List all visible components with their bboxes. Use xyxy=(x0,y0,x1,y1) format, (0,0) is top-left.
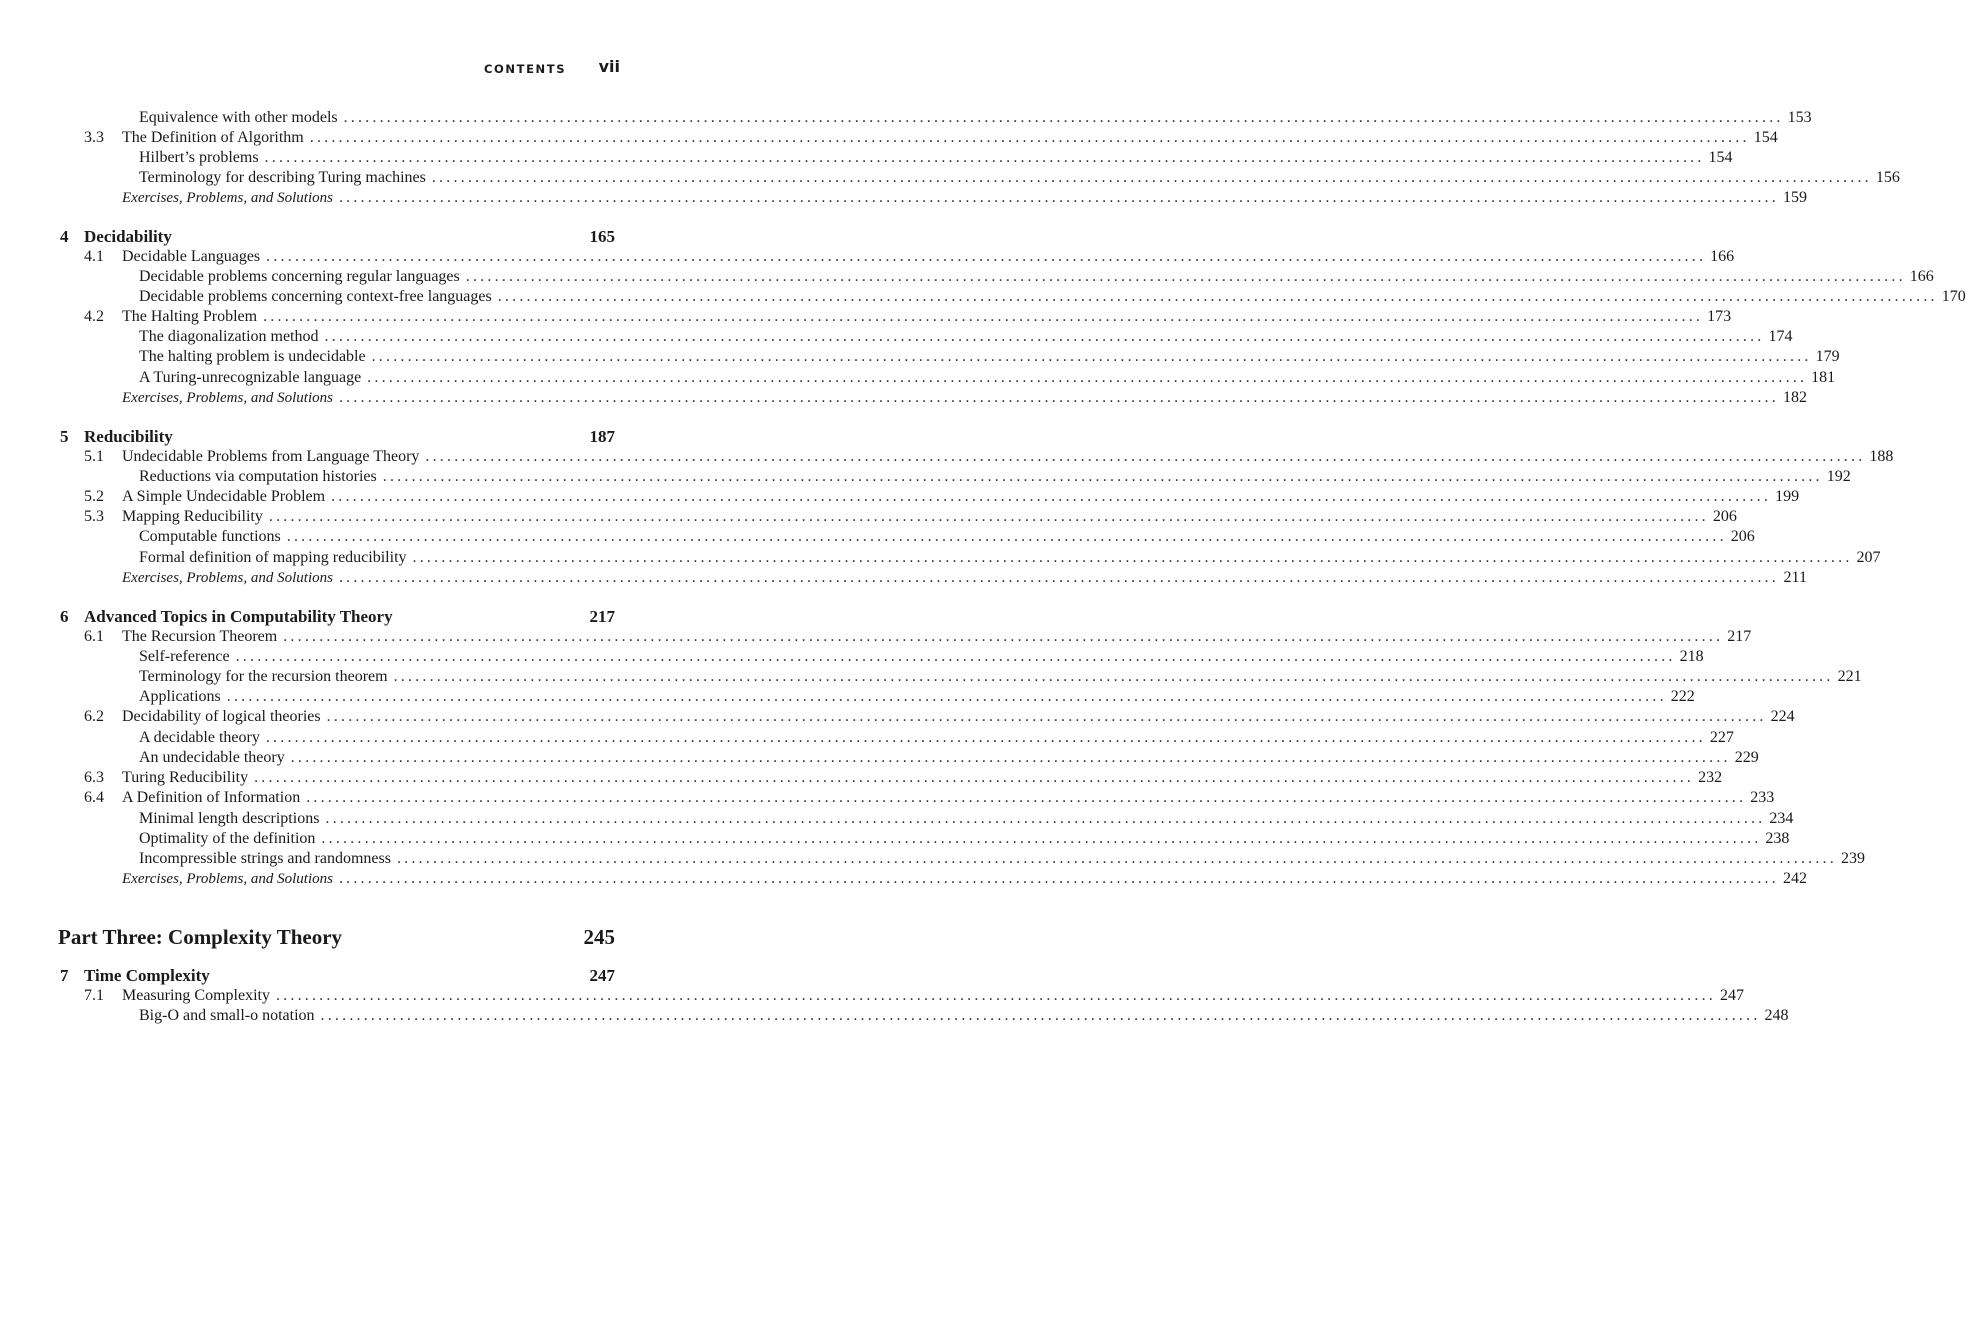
toc-subsection-entry[interactable] xyxy=(139,148,1733,168)
dot-leader: ........................................................................................................................................................................................................ xyxy=(235,648,1676,665)
entry-title: Decidable Languages xyxy=(122,248,261,265)
toc-section-entry[interactable] xyxy=(84,507,1737,527)
dot-leader: ........................................................................................................................................................................................................ xyxy=(266,248,1707,265)
entry-title: A Turing-unrecognizable language xyxy=(139,369,362,386)
section-number: 5.2 xyxy=(84,488,104,505)
entry-page-number: 238 xyxy=(1765,830,1790,847)
toc-chapter-entry[interactable] xyxy=(60,965,615,987)
entry-title: Measuring Complexity xyxy=(122,987,270,1004)
dot-leader: ........................................................................................................................................................................................................ xyxy=(263,308,1704,325)
dot-leader: ........................................................................................................................................................................................................ xyxy=(226,688,1667,705)
dot-leader: ........................................................................................................................................................................................................ xyxy=(465,268,1906,285)
entry-title: Exercises, Problems, and Solutions xyxy=(122,390,333,406)
toc-subsection-entry[interactable] xyxy=(139,168,1900,188)
dot-leader: ........................................................................................................................................................................................................ xyxy=(268,508,1709,525)
section-number: 3.3 xyxy=(84,129,104,146)
entry-title: Big-O and small-o notation xyxy=(139,1007,315,1024)
entry-title: Decidable problems concerning context-free languages xyxy=(139,288,492,305)
chapter-number: 4 xyxy=(60,227,69,246)
chapter-page-number: 217 xyxy=(589,607,615,626)
entry-page-number: 181 xyxy=(1811,369,1836,386)
entry-title: A Definition of Information xyxy=(122,789,301,806)
entry-title: Undecidable Problems from Language Theory xyxy=(122,448,420,465)
toc-section-entry[interactable] xyxy=(84,627,1752,647)
part-title: Part Three: Complexity Theory xyxy=(58,925,343,949)
chapter-title: Reducibility xyxy=(84,427,173,446)
section-number: 5.1 xyxy=(84,448,104,465)
entry-title: An undecidable theory xyxy=(139,749,285,766)
chapter-title: Time Complexity xyxy=(84,966,210,985)
entry-page-number: 222 xyxy=(1670,688,1695,705)
chapter-number: 7 xyxy=(60,966,69,985)
chapter-page-number: 187 xyxy=(589,427,615,446)
chapter-page-number: 247 xyxy=(589,966,615,985)
toc-subsection-entry[interactable] xyxy=(139,287,1966,307)
toc-subsection-entry[interactable] xyxy=(139,548,1881,568)
entry-title: Exercises, Problems, and Solutions xyxy=(122,871,333,887)
entry-page-number: 154 xyxy=(1753,129,1778,146)
entry-page-number: 206 xyxy=(1712,508,1737,525)
entry-title: The Halting Problem xyxy=(122,308,258,325)
entry-title: The Definition of Algorithm xyxy=(122,129,304,146)
entry-page-number: 154 xyxy=(1708,149,1733,166)
dot-leader: ........................................................................................................................................................................................................ xyxy=(396,850,1837,867)
dot-leader: ........................................................................................................................................................................................................ xyxy=(331,488,1772,505)
entry-page-number: 192 xyxy=(1826,468,1851,485)
entry-title: Applications xyxy=(139,688,221,705)
entry-title: Decidability of logical theories xyxy=(122,708,321,725)
toc-section-entry[interactable] xyxy=(84,247,1735,267)
dot-leader: ........................................................................................................................................................................................................ xyxy=(338,189,1779,206)
toc-exercises-entry[interactable] xyxy=(122,188,1807,208)
entry-title: Optimality of the definition xyxy=(139,830,316,847)
entry-page-number: 224 xyxy=(1770,708,1795,725)
entry-title: Decidable problems concerning regular languages xyxy=(139,268,460,285)
entry-title: Terminology for the recursion theorem xyxy=(139,668,388,685)
dot-leader: ........................................................................................................................................................................................................ xyxy=(306,789,1747,806)
entry-page-number: 229 xyxy=(1734,749,1759,766)
chapter-page-number: 165 xyxy=(589,227,615,246)
entry-page-number: 159 xyxy=(1782,189,1807,206)
dot-leader: ........................................................................................................................................................................................................ xyxy=(382,468,1823,485)
toc-subsection-entry[interactable] xyxy=(139,267,1934,287)
entry-page-number: 153 xyxy=(1787,109,1812,126)
entry-title: A decidable theory xyxy=(139,729,260,746)
toc-section-entry[interactable] xyxy=(84,128,1778,148)
toc-exercises-entry[interactable] xyxy=(122,388,1807,408)
toc-subsection-entry[interactable] xyxy=(139,467,1851,487)
dot-leader: ........................................................................................................................................................................................................ xyxy=(320,1007,1761,1024)
section-number: 6.2 xyxy=(84,708,104,725)
chapter-number: 5 xyxy=(60,427,69,446)
toc-subsection-entry[interactable] xyxy=(139,527,1755,547)
entry-page-number: 211 xyxy=(1783,569,1807,586)
entry-page-number: 207 xyxy=(1856,549,1881,566)
dot-leader: ........................................................................................................................................................................................................ xyxy=(283,628,1724,645)
dot-leader: ........................................................................................................................................................................................................ xyxy=(325,810,1766,827)
entry-page-number: 174 xyxy=(1768,328,1793,345)
entry-page-number: 173 xyxy=(1707,308,1732,325)
toc-section-entry[interactable] xyxy=(84,447,1894,467)
toc-subsection-entry[interactable] xyxy=(139,748,1759,768)
toc-subsection-entry[interactable] xyxy=(139,849,1865,869)
toc-part-entry[interactable] xyxy=(58,922,615,952)
entry-page-number: 166 xyxy=(1909,268,1934,285)
toc-subsection-entry[interactable] xyxy=(139,108,1812,128)
entry-title: The halting problem is undecidable xyxy=(139,348,366,365)
toc-subsection-entry[interactable] xyxy=(139,687,1695,707)
toc-chapter-entry[interactable] xyxy=(60,226,615,248)
entry-page-number: 239 xyxy=(1840,850,1865,867)
entry-page-number: 248 xyxy=(1764,1007,1789,1024)
section-number: 6.1 xyxy=(84,628,104,645)
entry-page-number: 234 xyxy=(1769,810,1794,827)
chapter-title: Advanced Topics in Computability Theory xyxy=(84,607,393,626)
entry-title: Mapping Reducibility xyxy=(122,508,263,525)
section-number: 5.3 xyxy=(84,508,104,525)
entry-title: Formal definition of mapping reducibility xyxy=(139,549,407,566)
entry-title: Terminology for describing Turing machines xyxy=(139,169,426,186)
entry-page-number: 179 xyxy=(1815,348,1840,365)
toc-subsection-entry[interactable] xyxy=(139,327,1793,347)
dot-leader: ........................................................................................................................................................................................................ xyxy=(254,769,1695,786)
toc-section-entry[interactable] xyxy=(84,768,1723,788)
entry-title: The Recursion Theorem xyxy=(122,628,278,645)
entry-page-number: 247 xyxy=(1719,987,1744,1004)
running-header-title: CONTENTS xyxy=(484,62,567,76)
dot-leader: ........................................................................................................................................................................................................ xyxy=(264,149,1705,166)
dot-leader: ........................................................................................................................................................................................................ xyxy=(309,129,1750,146)
entry-page-number: 206 xyxy=(1730,528,1755,545)
section-number: 6.3 xyxy=(84,769,104,786)
toc-section-entry[interactable] xyxy=(84,788,1775,808)
dot-leader: ........................................................................................................................................................................................................ xyxy=(324,328,1765,345)
toc-subsection-entry[interactable] xyxy=(139,347,1840,367)
dot-leader: ........................................................................................................................................................................................................ xyxy=(431,169,1872,186)
toc-exercises-entry[interactable] xyxy=(122,869,1807,889)
toc-subsection-entry[interactable] xyxy=(139,647,1704,667)
toc-section-entry[interactable] xyxy=(84,307,1732,327)
entry-title: Computable functions xyxy=(139,528,281,545)
dot-leader: ........................................................................................................................................................................................................ xyxy=(338,389,1779,406)
entry-title: Self-reference xyxy=(139,648,230,665)
entry-page-number: 233 xyxy=(1750,789,1775,806)
entry-title: Equivalence with other models xyxy=(139,109,338,126)
entry-page-number: 156 xyxy=(1875,169,1900,186)
toc-subsection-entry[interactable] xyxy=(139,728,1734,748)
toc-subsection-entry[interactable] xyxy=(139,368,1836,388)
entry-title: Minimal length descriptions xyxy=(139,810,320,827)
toc-chapter-entry[interactable] xyxy=(60,426,615,448)
part-page-number: 245 xyxy=(583,925,615,949)
toc-subsection-entry[interactable] xyxy=(139,809,1794,829)
entry-page-number: 227 xyxy=(1709,729,1734,746)
entry-page-number: 232 xyxy=(1698,769,1723,786)
entry-page-number: 199 xyxy=(1775,488,1800,505)
entry-title: Hilbert’s problems xyxy=(139,149,259,166)
dot-leader: ........................................................................................................................................................................................................ xyxy=(265,729,1706,746)
section-number: 4.1 xyxy=(84,248,104,265)
entry-page-number: 188 xyxy=(1869,448,1894,465)
toc-section-entry[interactable] xyxy=(84,487,1800,507)
dot-leader: ........................................................................................................................................................................................................ xyxy=(326,708,1767,725)
section-number: 7.1 xyxy=(84,987,104,1004)
entry-page-number: 170 xyxy=(1941,288,1966,305)
dot-leader: ........................................................................................................................................................................................................ xyxy=(497,288,1938,305)
toc-subsection-entry[interactable] xyxy=(139,667,1862,687)
entry-page-number: 166 xyxy=(1710,248,1735,265)
dot-leader: ........................................................................................................................................................................................................ xyxy=(412,549,1853,566)
entry-title: Exercises, Problems, and Solutions xyxy=(122,570,333,586)
dot-leader: ........................................................................................................................................................................................................ xyxy=(343,109,1784,126)
entry-page-number: 218 xyxy=(1679,648,1704,665)
toc-subsection-entry[interactable] xyxy=(139,829,1790,849)
dot-leader: ........................................................................................................................................................................................................ xyxy=(286,528,1727,545)
dot-leader: ........................................................................................................................................................................................................ xyxy=(425,448,1866,465)
dot-leader: ........................................................................................................................................................................................................ xyxy=(338,870,1779,887)
dot-leader: ........................................................................................................................................................................................................ xyxy=(371,348,1812,365)
entry-page-number: 221 xyxy=(1837,668,1862,685)
toc-subsection-entry[interactable] xyxy=(139,1006,1789,1026)
section-number: 4.2 xyxy=(84,308,104,325)
running-header xyxy=(470,58,620,80)
dot-leader: ........................................................................................................................................................................................................ xyxy=(338,569,1779,586)
toc-exercises-entry[interactable] xyxy=(122,568,1807,588)
entry-page-number: 182 xyxy=(1782,389,1807,406)
entry-title: Exercises, Problems, and Solutions xyxy=(122,190,333,206)
chapter-title: Decidability xyxy=(84,227,172,246)
entry-title: Reductions via computation histories xyxy=(139,468,377,485)
entry-title: Incompressible strings and randomness xyxy=(139,850,391,867)
chapter-number: 6 xyxy=(60,607,69,626)
section-number: 6.4 xyxy=(84,789,104,806)
dot-leader: ........................................................................................................................................................................................................ xyxy=(367,369,1808,386)
entry-page-number: 242 xyxy=(1782,870,1807,887)
toc-section-entry[interactable] xyxy=(84,707,1795,727)
entry-title: Turing Reducibility xyxy=(122,769,249,786)
dot-leader: ........................................................................................................................................................................................................ xyxy=(275,987,1716,1004)
entry-page-number: 217 xyxy=(1727,628,1752,645)
toc-section-entry[interactable] xyxy=(84,986,1744,1006)
dot-leader: ........................................................................................................................................................................................................ xyxy=(321,830,1762,847)
entry-title: The diagonalization method xyxy=(139,328,319,345)
dot-leader: ........................................................................................................................................................................................................ xyxy=(290,749,1731,766)
toc-chapter-entry[interactable] xyxy=(60,606,615,628)
page-number: vii xyxy=(598,57,620,76)
entry-title: A Simple Undecidable Problem xyxy=(122,488,326,505)
dot-leader: ........................................................................................................................................................................................................ xyxy=(393,668,1834,685)
